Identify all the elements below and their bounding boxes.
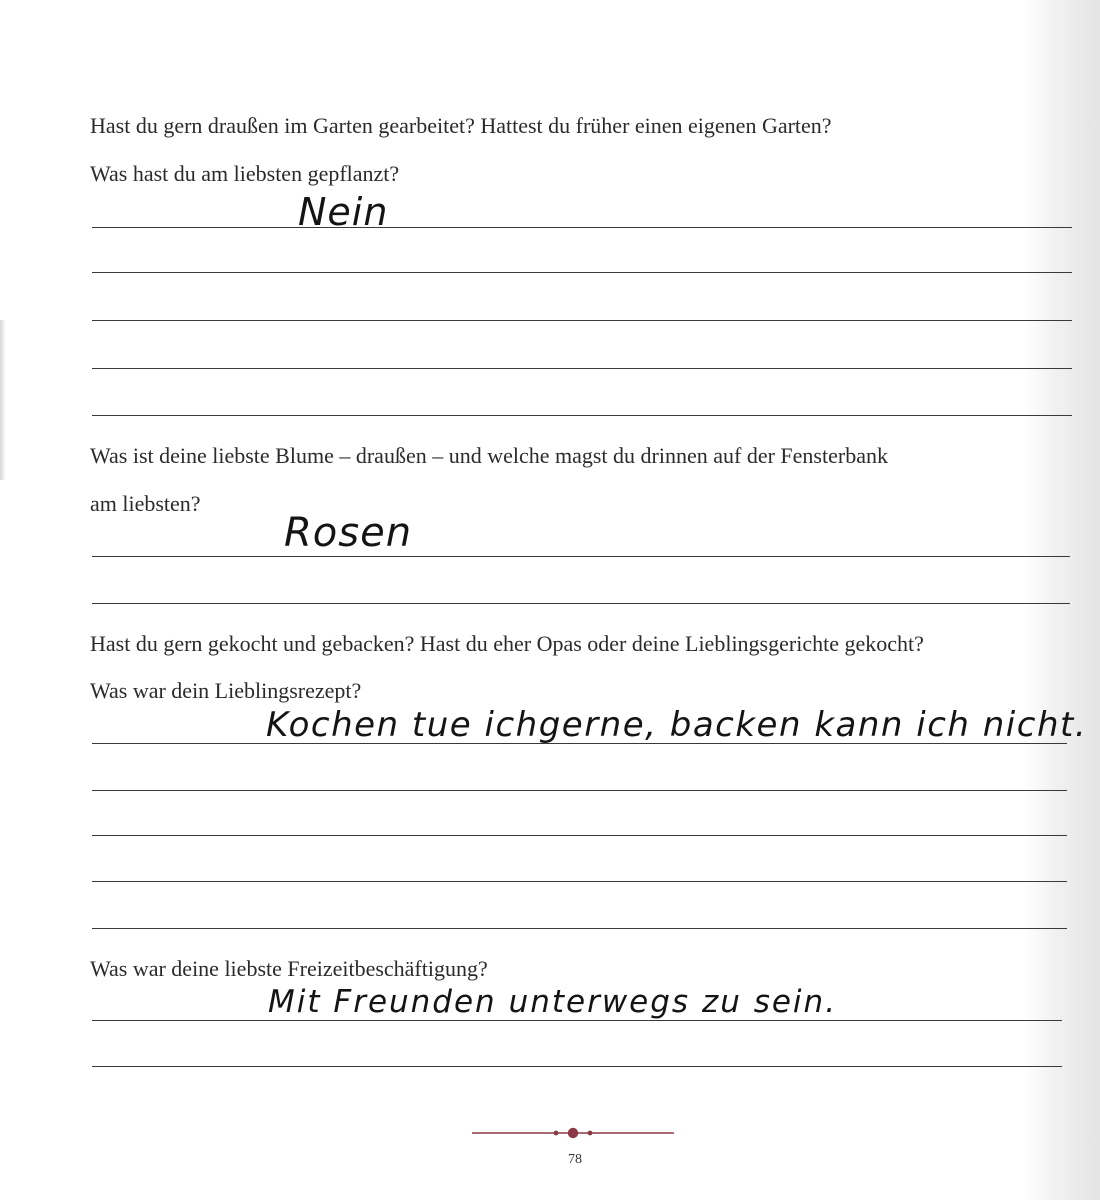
answer-line bbox=[92, 1020, 1062, 1021]
answer-line bbox=[92, 227, 1072, 228]
answer-line bbox=[92, 881, 1067, 882]
question-cooking-line-1: Hast du gern gekocht und gebacken? Hast du eher Opas oder deine Lieblingsgerichte gekocht? bbox=[90, 631, 924, 656]
ornament-divider-icon bbox=[472, 1126, 674, 1140]
question-cooking-line-2: Was war dein Lieblingsrezept? bbox=[90, 678, 362, 703]
answer-hobby: Mit Freunden unterwegs zu sein. bbox=[268, 984, 838, 1020]
question-garden-line-1: Hast du gern draußen im Garten gearbeitet? Hattest du früher einen eigenen Garten? bbox=[90, 113, 832, 138]
answer-line bbox=[92, 1066, 1062, 1067]
page-edge-shadow bbox=[0, 320, 6, 480]
answer-line bbox=[92, 556, 1070, 557]
question-garden-line-2: Was hast du am liebsten gepflanzt? bbox=[90, 161, 400, 186]
question-flower-line-2: am liebsten? bbox=[90, 491, 201, 516]
question-hobby: Was war deine liebste Freizeitbeschäftigung? bbox=[90, 956, 488, 981]
answer-line bbox=[92, 743, 1067, 744]
answer-line bbox=[92, 415, 1072, 416]
answer-line bbox=[92, 603, 1070, 604]
answer-line bbox=[92, 368, 1072, 369]
answer-line bbox=[92, 320, 1072, 321]
page-number: 78 bbox=[568, 1152, 582, 1167]
answer-line bbox=[92, 835, 1067, 836]
answer-line bbox=[92, 272, 1072, 273]
answer-line bbox=[92, 928, 1067, 929]
question-flower-line-1: Was ist deine liebste Blume – draußen – und welche magst du drinnen auf der Fensterbank bbox=[90, 443, 888, 468]
answer-garden: Nein bbox=[298, 190, 389, 234]
answer-cooking: Kochen tue ichgerne, backen kann ich nicht. bbox=[266, 705, 1088, 745]
answer-line bbox=[92, 790, 1067, 791]
answer-flower: Rosen bbox=[284, 510, 413, 556]
